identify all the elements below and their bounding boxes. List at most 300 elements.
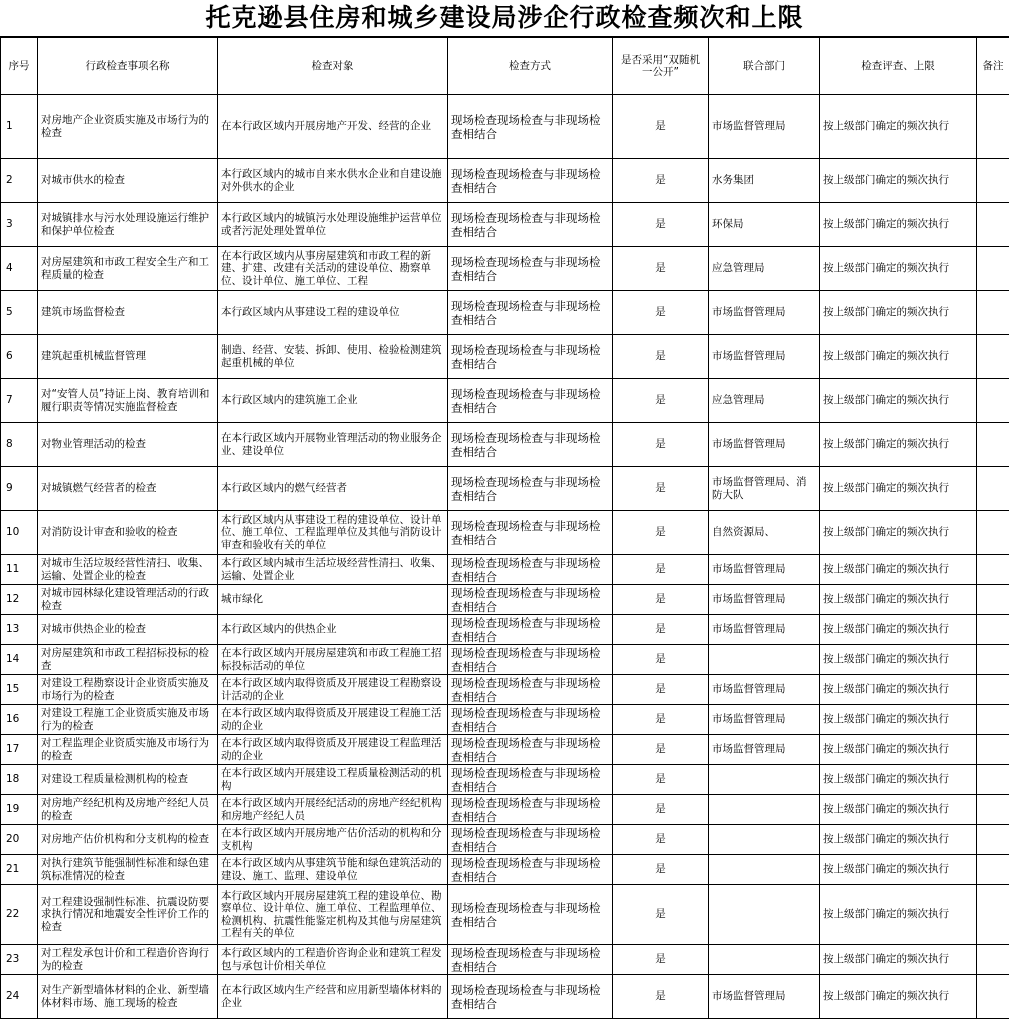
cell-random-text: 是	[655, 593, 666, 606]
cell-method-text: 现场检查现场检查与非现场检查相结合	[451, 430, 601, 459]
cell-name	[38, 855, 218, 885]
cell-method-text: 现场检查现场检查与非现场检查相结合	[451, 765, 601, 794]
cell-random	[613, 705, 709, 735]
cell-freq	[820, 675, 977, 705]
cell-method-text: 现场检查现场检查与非现场检查相结合	[451, 298, 601, 327]
cell-no-text: 1	[6, 120, 13, 133]
cell-method-text: 现场检查现场检查与非现场检查相结合	[451, 615, 601, 644]
cell-target	[218, 585, 448, 615]
cell-freq-text: 按上级部门确定的频次执行	[823, 990, 949, 1003]
cell-no	[1, 203, 38, 247]
cell-target	[218, 555, 448, 585]
cell-no	[1, 423, 38, 467]
cell-no-text: 21	[6, 863, 20, 876]
cell-random-text: 是	[655, 526, 666, 539]
cell-target	[218, 467, 448, 511]
cell-dept-text: 环保局	[712, 218, 744, 231]
cell-target-text: 在本行政区域内生产经营和应用新型墙体材料的企业	[221, 984, 442, 1009]
cell-no-text: 16	[6, 713, 20, 726]
cell-no	[1, 705, 38, 735]
cell-freq-text: 按上级部门确定的频次执行	[823, 833, 949, 846]
cell-dept-text: 市场监督管理局	[712, 563, 786, 576]
cell-no	[1, 645, 38, 675]
cell-random-text: 是	[655, 953, 666, 966]
cell-target-text: 本行政区域内从事建设工程的建设单位、设计单位、施工单位、工程监理单位及其他与消防设计审查和验收有关的单位	[221, 513, 442, 551]
cell-random	[613, 423, 709, 467]
cell-random	[613, 511, 709, 555]
cell-note	[977, 855, 1009, 885]
cell-no-text: 18	[6, 773, 20, 786]
cell-name	[38, 825, 218, 855]
cell-dept	[709, 95, 820, 159]
cell-method-text: 现场检查现场检查与非现场检查相结合	[451, 555, 601, 584]
cell-dept	[709, 203, 820, 247]
cell-freq-text: 按上级部门确定的频次执行	[823, 438, 949, 451]
cell-random-text: 是	[655, 908, 666, 921]
cell-note	[977, 203, 1009, 247]
cell-name	[38, 291, 218, 335]
cell-method	[448, 855, 613, 885]
cell-dept	[709, 291, 820, 335]
cell-target-text: 在本行政区域内开展经纪活动的房地产经纪机构和房地产经纪人员	[221, 797, 442, 822]
cell-method	[448, 735, 613, 765]
cell-freq	[820, 423, 977, 467]
cell-method-text: 现场检查现场检查与非现场检查相结合	[451, 518, 601, 547]
cell-dept	[709, 555, 820, 585]
cell-target	[218, 885, 448, 945]
cell-freq-text: 按上级部门确定的频次执行	[823, 218, 949, 231]
cell-target-text: 在本行政区域内开展物业管理活动的物业服务企业、建设单位	[221, 432, 442, 457]
cell-target	[218, 379, 448, 423]
cell-random	[613, 945, 709, 975]
header-random: 是否采用“双随机一公开”	[613, 38, 709, 95]
cell-note	[977, 511, 1009, 555]
cell-name-text: 建筑起重机械监督管理	[41, 350, 146, 363]
cell-target	[218, 975, 448, 1019]
cell-freq	[820, 335, 977, 379]
cell-no	[1, 735, 38, 765]
cell-note	[977, 975, 1009, 1019]
cell-name	[38, 555, 218, 585]
cell-name	[38, 95, 218, 159]
cell-random-text: 是	[655, 713, 666, 726]
cell-dept-text: 应急管理局	[712, 394, 765, 407]
cell-freq	[820, 825, 977, 855]
cell-method	[448, 705, 613, 735]
cell-random	[613, 95, 709, 159]
cell-random	[613, 585, 709, 615]
cell-dept	[709, 945, 820, 975]
cell-name	[38, 379, 218, 423]
table-row	[1, 945, 1009, 975]
page-title: 托克逊县住房和城乡建设局涉企行政检查频次和上限	[0, 0, 1009, 37]
cell-note	[977, 585, 1009, 615]
cell-method-text: 现场检查现场检查与非现场检查相结合	[451, 474, 601, 503]
cell-random	[613, 645, 709, 675]
cell-no-text: 14	[6, 653, 20, 666]
cell-dept	[709, 585, 820, 615]
table-row	[1, 645, 1009, 675]
cell-freq	[820, 705, 977, 735]
cell-random	[613, 975, 709, 1019]
cell-no-text: 10	[6, 526, 20, 539]
cell-freq	[820, 735, 977, 765]
cell-freq	[820, 467, 977, 511]
table-row	[1, 765, 1009, 795]
cell-random-text: 是	[655, 653, 666, 666]
cell-target-text: 制造、经营、安装、拆卸、使用、检验检测建筑起重机械的单位	[221, 344, 442, 369]
cell-name	[38, 423, 218, 467]
header-method: 检查方式	[448, 38, 613, 95]
cell-dept	[709, 825, 820, 855]
cell-method-text: 现场检查现场检查与非现场检查相结合	[451, 166, 601, 195]
table-row	[1, 95, 1009, 159]
cell-target	[218, 95, 448, 159]
cell-method	[448, 247, 613, 291]
cell-target	[218, 945, 448, 975]
cell-freq-text: 按上级部门确定的频次执行	[823, 683, 949, 696]
cell-freq-text: 按上级部门确定的频次执行	[823, 174, 949, 187]
cell-method	[448, 585, 613, 615]
cell-method	[448, 675, 613, 705]
cell-no-text: 4	[6, 262, 13, 275]
cell-random	[613, 335, 709, 379]
cell-name-text: 对物业管理活动的检查	[41, 438, 146, 451]
cell-freq-text: 按上级部门确定的频次执行	[823, 863, 949, 876]
cell-dept	[709, 735, 820, 765]
cell-random-text: 是	[655, 773, 666, 786]
cell-no-text: 8	[6, 438, 13, 451]
cell-random	[613, 615, 709, 645]
cell-method	[448, 795, 613, 825]
table-row	[1, 511, 1009, 555]
cell-freq	[820, 945, 977, 975]
cell-no	[1, 95, 38, 159]
cell-note	[977, 615, 1009, 645]
cell-name-text: 对房地产估价机构和分支机构的检查	[41, 833, 209, 846]
cell-method	[448, 95, 613, 159]
cell-note	[977, 795, 1009, 825]
cell-target	[218, 159, 448, 203]
cell-random-text: 是	[655, 743, 666, 756]
cell-name-text: 对建设工程施工企业资质实施及市场行为的检查	[41, 707, 209, 732]
cell-dept-text: 市场监督管理局	[712, 743, 786, 756]
cell-random	[613, 795, 709, 825]
cell-note	[977, 159, 1009, 203]
cell-method	[448, 335, 613, 379]
cell-dept	[709, 975, 820, 1019]
cell-method-text: 现场检查现场检查与非现场检查相结合	[451, 945, 601, 974]
table-row	[1, 247, 1009, 291]
table-row	[1, 203, 1009, 247]
header-no: 序号	[1, 38, 38, 95]
cell-no	[1, 379, 38, 423]
cell-no-text: 6	[6, 350, 13, 363]
table-row	[1, 291, 1009, 335]
cell-note	[977, 95, 1009, 159]
cell-random	[613, 885, 709, 945]
cell-name-text: 对生产新型墙体材料的企业、新型墙体材料市场、施工现场的检查	[41, 984, 209, 1009]
cell-dept	[709, 423, 820, 467]
cell-name-text: 对房屋建筑和市政工程招标投标的检查	[41, 647, 209, 672]
cell-random-text: 是	[655, 623, 666, 636]
cell-target	[218, 203, 448, 247]
cell-no-text: 23	[6, 953, 20, 966]
cell-random-text: 是	[655, 803, 666, 816]
table-row	[1, 335, 1009, 379]
cell-name-text: 对建设工程勘察设计企业资质实施及市场行为的检查	[41, 677, 209, 702]
header-dept: 联合部门	[709, 38, 820, 95]
cell-dept	[709, 675, 820, 705]
header-target: 检查对象	[218, 38, 448, 95]
cell-no	[1, 855, 38, 885]
cell-no-text: 11	[6, 563, 20, 576]
cell-freq-text: 按上级部门确定的频次执行	[823, 593, 949, 606]
cell-method-text: 现场检查现场检查与非现场检查相结合	[451, 982, 601, 1011]
cell-dept-text: 市场监督管理局	[712, 713, 786, 726]
cell-freq	[820, 645, 977, 675]
cell-no	[1, 795, 38, 825]
cell-name	[38, 795, 218, 825]
cell-note	[977, 885, 1009, 945]
cell-no	[1, 467, 38, 511]
cell-no-text: 2	[6, 174, 13, 187]
cell-no	[1, 765, 38, 795]
cell-no	[1, 675, 38, 705]
cell-method	[448, 203, 613, 247]
cell-target-text: 本行政区域内城市生活垃圾经营性清扫、收集、运输、处置企业	[221, 557, 442, 582]
cell-random-text: 是	[655, 350, 666, 363]
cell-no-text: 7	[6, 394, 13, 407]
cell-target-text: 本行政区域内的城镇污水处理设施维护运营单位或者污泥处理处置单位	[221, 212, 442, 237]
cell-freq	[820, 203, 977, 247]
cell-dept-text: 市场监督管理局	[712, 350, 786, 363]
cell-dept	[709, 615, 820, 645]
cell-dept	[709, 645, 820, 675]
cell-dept-text: 市场监督管理局、消防大队	[712, 476, 807, 501]
cell-dept-text: 水务集团	[712, 174, 754, 187]
header-note: 备注	[977, 38, 1009, 95]
cell-no	[1, 247, 38, 291]
table-row	[1, 423, 1009, 467]
cell-target	[218, 765, 448, 795]
table-row	[1, 705, 1009, 735]
cell-method-text: 现场检查现场检查与非现场检查相结合	[451, 342, 601, 371]
cell-target-text: 在本行政区域内取得资质及开展建设工程监理活动的企业	[221, 737, 442, 762]
cell-method-text: 现场检查现场检查与非现场检查相结合	[451, 585, 601, 614]
cell-name-text: 对城市生活垃圾经营性清扫、收集、运输、处置企业的检查	[41, 557, 209, 582]
cell-no	[1, 615, 38, 645]
cell-target	[218, 675, 448, 705]
cell-name-text: 对房地产经纪机构及房地产经纪人员的检查	[41, 797, 209, 822]
table-row	[1, 855, 1009, 885]
cell-name	[38, 645, 218, 675]
cell-note	[977, 423, 1009, 467]
cell-note	[977, 467, 1009, 511]
cell-freq-text: 按上级部门确定的频次执行	[823, 262, 949, 275]
table-row	[1, 585, 1009, 615]
cell-no	[1, 945, 38, 975]
cell-random	[613, 467, 709, 511]
cell-target	[218, 825, 448, 855]
cell-method	[448, 423, 613, 467]
cell-method-text: 现场检查现场检查与非现场检查相结合	[451, 825, 601, 854]
cell-random	[613, 291, 709, 335]
cell-dept	[709, 335, 820, 379]
cell-name	[38, 247, 218, 291]
cell-random-text: 是	[655, 990, 666, 1003]
cell-dept	[709, 159, 820, 203]
cell-random	[613, 203, 709, 247]
cell-dept	[709, 795, 820, 825]
cell-name	[38, 735, 218, 765]
cell-target-text: 本行政区域内的燃气经营者	[221, 482, 347, 495]
cell-no	[1, 335, 38, 379]
cell-method	[448, 467, 613, 511]
cell-random	[613, 555, 709, 585]
cell-dept	[709, 765, 820, 795]
cell-method-text: 现场检查现场检查与非现场检查相结合	[451, 386, 601, 415]
cell-dept-text: 市场监督管理局	[712, 438, 786, 451]
cell-method-text: 现场检查现场检查与非现场检查相结合	[451, 795, 601, 824]
cell-no-text: 22	[6, 908, 20, 921]
cell-target	[218, 511, 448, 555]
cell-freq	[820, 855, 977, 885]
cell-freq-text: 按上级部门确定的频次执行	[823, 953, 949, 966]
cell-freq-text: 按上级部门确定的频次执行	[823, 653, 949, 666]
cell-target-text: 城市绿化	[221, 593, 263, 606]
cell-method	[448, 975, 613, 1019]
cell-name-text: 对城镇燃气经营者的检查	[41, 482, 157, 495]
cell-no	[1, 511, 38, 555]
cell-target-text: 本行政区域内的供热企业	[221, 623, 337, 636]
cell-method-text: 现场检查现场检查与非现场检查相结合	[451, 254, 601, 283]
cell-method	[448, 645, 613, 675]
cell-name-text: 对城市供热企业的检查	[41, 623, 146, 636]
cell-method	[448, 291, 613, 335]
cell-name	[38, 335, 218, 379]
cell-name	[38, 203, 218, 247]
cell-method	[448, 615, 613, 645]
cell-target-text: 本行政区域内开展房屋建筑工程的建设单位、勘察单位、设计单位、施工单位、工程监理单位、检测机构、抗震性能鉴定机构及其他与房屋建筑工程有关的单位	[221, 889, 442, 939]
cell-dept	[709, 247, 820, 291]
cell-random	[613, 675, 709, 705]
cell-target	[218, 795, 448, 825]
cell-random	[613, 159, 709, 203]
cell-note	[977, 555, 1009, 585]
cell-note	[977, 291, 1009, 335]
cell-no-text: 19	[6, 803, 20, 816]
cell-freq	[820, 291, 977, 335]
cell-random-text: 是	[655, 563, 666, 576]
cell-no	[1, 585, 38, 615]
cell-freq-text: 按上级部门确定的频次执行	[823, 394, 949, 407]
cell-target-text: 在本行政区域内开展房地产估价活动的机构和分支机构	[221, 827, 442, 852]
cell-random-text: 是	[655, 833, 666, 846]
cell-freq-text: 按上级部门确定的频次执行	[823, 120, 949, 133]
header-freq: 检查评查、上限	[820, 38, 977, 95]
cell-name	[38, 467, 218, 511]
cell-dept-text: 市场监督管理局	[712, 120, 786, 133]
cell-no-text: 5	[6, 306, 13, 319]
cell-method	[448, 765, 613, 795]
cell-dept	[709, 467, 820, 511]
cell-no-text: 24	[6, 990, 20, 1003]
cell-dept-text: 市场监督管理局	[712, 990, 786, 1003]
cell-target-text: 在本行政区域内从事房屋建筑和市政工程的新建、扩建、改建有关活动的建设单位、勘察单位、设计单位、施工单位、工程	[221, 249, 431, 287]
cell-target	[218, 291, 448, 335]
cell-freq	[820, 615, 977, 645]
cell-name	[38, 585, 218, 615]
cell-dept-text: 市场监督管理局	[712, 593, 786, 606]
inspection-table	[0, 37, 1009, 1019]
cell-freq-text: 按上级部门确定的频次执行	[823, 773, 949, 786]
cell-no-text: 13	[6, 623, 20, 636]
cell-freq-text: 按上级部门确定的频次执行	[823, 526, 949, 539]
cell-freq-text: 按上级部门确定的频次执行	[823, 350, 949, 363]
cell-note	[977, 945, 1009, 975]
cell-dept	[709, 379, 820, 423]
cell-freq	[820, 159, 977, 203]
cell-random-text: 是	[655, 120, 666, 133]
cell-note	[977, 765, 1009, 795]
cell-name-text: 对工程发承包计价和工程造价咨询行为的检查	[41, 947, 209, 972]
cell-name	[38, 705, 218, 735]
table-row	[1, 735, 1009, 765]
cell-name	[38, 885, 218, 945]
cell-note	[977, 705, 1009, 735]
cell-no	[1, 291, 38, 335]
cell-target-text: 在本行政区域内开展房屋建筑和市政工程施工招标投标活动的单位	[221, 647, 442, 672]
cell-target-text: 在本行政区域内开展房地产开发、经营的企业	[221, 120, 431, 133]
cell-note	[977, 735, 1009, 765]
header-row	[1, 38, 1009, 95]
cell-target	[218, 735, 448, 765]
cell-dept-text: 应急管理局	[712, 262, 765, 275]
cell-no	[1, 825, 38, 855]
cell-target	[218, 645, 448, 675]
cell-random	[613, 379, 709, 423]
cell-method	[448, 159, 613, 203]
cell-dept-text: 自然资源局、	[712, 526, 775, 539]
cell-method-text: 现场检查现场检查与非现场检查相结合	[451, 675, 601, 704]
cell-dept	[709, 855, 820, 885]
cell-target	[218, 855, 448, 885]
cell-freq	[820, 795, 977, 825]
cell-method	[448, 885, 613, 945]
cell-random	[613, 825, 709, 855]
cell-name-text: 对执行建筑节能强制性标准和绿色建筑标准情况的检查	[41, 857, 209, 882]
cell-method-text: 现场检查现场检查与非现场检查相结合	[451, 645, 601, 674]
cell-freq	[820, 95, 977, 159]
cell-note	[977, 247, 1009, 291]
header-name: 行政检查事项名称	[38, 38, 218, 95]
table-row	[1, 379, 1009, 423]
cell-dept-text: 市场监督管理局	[712, 683, 786, 696]
cell-dept-text: 市场监督管理局	[712, 306, 786, 319]
cell-freq-text: 按上级部门确定的频次执行	[823, 803, 949, 816]
cell-dept	[709, 885, 820, 945]
cell-freq	[820, 975, 977, 1019]
cell-target-text: 本行政区域内的城市自来水供水企业和自建设施对外供水的企业	[221, 168, 442, 193]
cell-method-text: 现场检查现场检查与非现场检查相结合	[451, 210, 601, 239]
cell-random	[613, 247, 709, 291]
cell-random-text: 是	[655, 482, 666, 495]
cell-name-text: 对工程监理企业资质实施及市场行为的检查	[41, 737, 209, 762]
cell-method-text: 现场检查现场检查与非现场检查相结合	[451, 735, 601, 764]
cell-method	[448, 825, 613, 855]
cell-freq-text: 按上级部门确定的频次执行	[823, 623, 949, 636]
